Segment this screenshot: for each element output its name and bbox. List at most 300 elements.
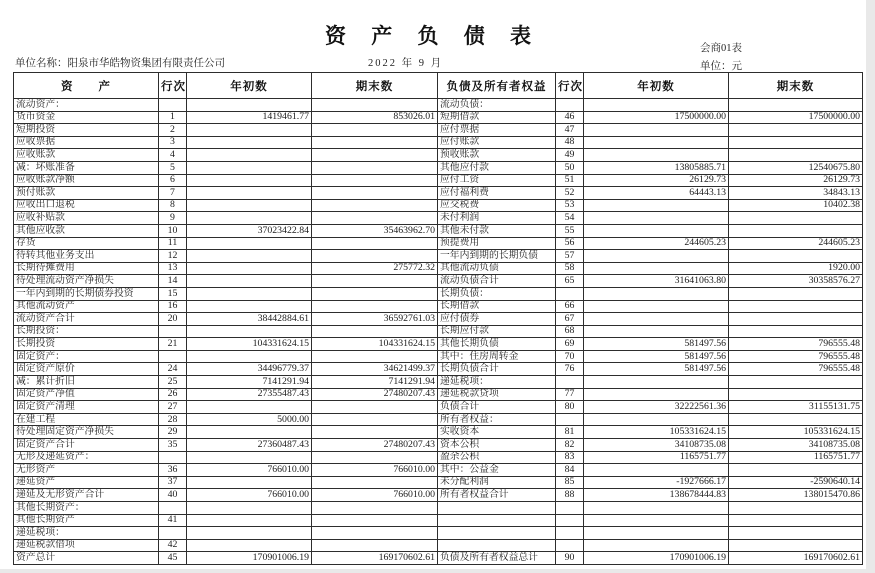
asset-end-cell: [312, 237, 438, 250]
table-row: [14, 363, 863, 376]
asset-end-cell: [312, 426, 438, 439]
asset-begin-cell: [187, 149, 312, 162]
asset-line-cell: 26: [159, 388, 187, 401]
liability-name-cell: 负债合计: [438, 401, 556, 414]
liability-name-cell: 递延税款贷项: [438, 388, 556, 401]
asset-begin-cell: [187, 287, 312, 300]
asset-name-cell: 存货: [14, 237, 159, 250]
liability-end-cell: 31155131.75: [729, 401, 863, 414]
liability-end-cell: [729, 376, 863, 389]
liability-line-cell: 69: [556, 338, 584, 351]
liability-begin-cell: -1927666.17: [584, 476, 729, 489]
asset-begin-cell: 104331624.15: [187, 338, 312, 351]
asset-begin-cell: [187, 262, 312, 275]
liability-end-cell: [729, 124, 863, 137]
liability-name-cell: 未分配利润: [438, 476, 556, 489]
liability-line-cell: [556, 514, 584, 527]
table-row: [14, 325, 863, 338]
liability-name-cell: 长期借款: [438, 300, 556, 313]
asset-line-cell: 16: [159, 300, 187, 313]
table-row: [14, 237, 863, 250]
asset-end-cell: 766010.00: [312, 464, 438, 477]
liability-begin-cell: [584, 325, 729, 338]
asset-name-cell: 应收账款: [14, 149, 159, 162]
liability-line-cell: 65: [556, 275, 584, 288]
table-row: [14, 187, 863, 200]
asset-name-cell: 应收账款净额: [14, 174, 159, 187]
liability-line-cell: 83: [556, 451, 584, 464]
liability-end-cell: [729, 149, 863, 162]
asset-name-cell: 其他流动资产: [14, 300, 159, 313]
liability-name-cell: 长期负债合计: [438, 363, 556, 376]
asset-line-cell: 25: [159, 376, 187, 389]
liability-begin-cell: 17500000.00: [584, 111, 729, 124]
liability-begin-cell: [584, 300, 729, 313]
liability-name-cell: 应付工资: [438, 174, 556, 187]
asset-line-cell: 15: [159, 287, 187, 300]
liability-begin-cell: 581497.56: [584, 350, 729, 363]
liability-name-cell: [438, 502, 556, 515]
liability-line-cell: [556, 502, 584, 515]
table-row: [14, 376, 863, 389]
liability-name-cell: 预收账款: [438, 149, 556, 162]
liability-begin-cell: [584, 527, 729, 540]
header-begin-assets: 年初数: [187, 73, 312, 99]
liability-line-cell: 77: [556, 388, 584, 401]
table-row: [14, 275, 863, 288]
liability-line-cell: 66: [556, 300, 584, 313]
asset-name-cell: 应收出口退税: [14, 199, 159, 212]
liability-end-cell: [729, 313, 863, 326]
asset-end-cell: 36592761.03: [312, 313, 438, 326]
liability-name-cell: 长期负债：: [438, 287, 556, 300]
asset-begin-cell: [187, 300, 312, 313]
liability-name-cell: 递延税项：: [438, 376, 556, 389]
table-row: [14, 124, 863, 137]
liability-begin-cell: [584, 502, 729, 515]
liability-line-cell: 90: [556, 552, 584, 565]
asset-line-cell: 9: [159, 212, 187, 225]
liability-line-cell: 46: [556, 111, 584, 124]
asset-name-cell: 待处理流动资产净损失: [14, 275, 159, 288]
liability-name-cell: [438, 539, 556, 552]
liability-end-cell: [729, 224, 863, 237]
liability-begin-cell: [584, 413, 729, 426]
liability-end-cell: 796555.48: [729, 363, 863, 376]
liability-end-cell: 796555.48: [729, 338, 863, 351]
liability-line-cell: 52: [556, 187, 584, 200]
asset-line-cell: 28: [159, 413, 187, 426]
asset-line-cell: 13: [159, 262, 187, 275]
asset-line-cell: 1: [159, 111, 187, 124]
table-row: [14, 149, 863, 162]
liability-begin-cell: 105331624.15: [584, 426, 729, 439]
asset-end-cell: 34621499.37: [312, 363, 438, 376]
liability-line-cell: 85: [556, 476, 584, 489]
asset-begin-cell: 1419461.77: [187, 111, 312, 124]
asset-name-cell: 其他长期资产：: [14, 502, 159, 515]
liability-name-cell: 应付福利费: [438, 187, 556, 200]
liability-begin-cell: [584, 149, 729, 162]
liability-begin-cell: 1165751.77: [584, 451, 729, 464]
asset-begin-cell: [187, 401, 312, 414]
liability-end-cell: 796555.48: [729, 350, 863, 363]
liability-begin-cell: [584, 514, 729, 527]
liability-line-cell: 80: [556, 401, 584, 414]
asset-begin-cell: [187, 476, 312, 489]
asset-end-cell: [312, 476, 438, 489]
asset-begin-cell: 37023422.84: [187, 224, 312, 237]
liability-name-cell: 其中：住房周转金: [438, 350, 556, 363]
liability-end-cell: [729, 325, 863, 338]
header-line-no-assets: 行次: [159, 73, 187, 99]
asset-end-cell: 853026.01: [312, 111, 438, 124]
liability-line-cell: [556, 376, 584, 389]
liability-name-cell: 所有者权益：: [438, 413, 556, 426]
table-row: [14, 413, 863, 426]
liability-end-cell: [729, 388, 863, 401]
table-row: [14, 224, 863, 237]
liability-line-cell: [556, 413, 584, 426]
liability-begin-cell: [584, 136, 729, 149]
asset-end-cell: [312, 174, 438, 187]
liability-begin-cell: 244605.23: [584, 237, 729, 250]
liability-end-cell: [729, 539, 863, 552]
liability-end-cell: 34843.13: [729, 187, 863, 200]
liability-name-cell: 所有者权益合计: [438, 489, 556, 502]
asset-end-cell: 27480207.43: [312, 439, 438, 452]
asset-end-cell: [312, 149, 438, 162]
header-assets: 资 产: [14, 73, 159, 99]
liability-end-cell: 10402.38: [729, 199, 863, 212]
table-row: [14, 287, 863, 300]
liability-line-cell: 70: [556, 350, 584, 363]
asset-begin-cell: [187, 275, 312, 288]
asset-begin-cell: 5000.00: [187, 413, 312, 426]
liability-name-cell: 未付利润: [438, 212, 556, 225]
asset-line-cell: 42: [159, 539, 187, 552]
liability-end-cell: [729, 514, 863, 527]
liability-end-cell: 30358576.27: [729, 275, 863, 288]
liability-name-cell: 应付债券: [438, 313, 556, 326]
liability-begin-cell: [584, 99, 729, 112]
asset-begin-cell: 170901006.19: [187, 552, 312, 565]
asset-begin-cell: 766010.00: [187, 464, 312, 477]
asset-end-cell: 35463962.70: [312, 224, 438, 237]
table-row: [14, 514, 863, 527]
company-name: 单位名称：阳泉市华皓物资集团有限责任公司: [15, 58, 225, 69]
table-row: [14, 476, 863, 489]
form-number: 会商01表: [700, 43, 742, 54]
asset-name-cell: 固定资产：: [14, 350, 159, 363]
meta-row: [0, 55, 866, 72]
asset-end-cell: [312, 161, 438, 174]
asset-line-cell: 40: [159, 489, 187, 502]
asset-line-cell: 36: [159, 464, 187, 477]
asset-begin-cell: [187, 514, 312, 527]
header-liabilities-equity: 负债及所有者权益: [438, 73, 556, 99]
liability-line-cell: 67: [556, 313, 584, 326]
asset-name-cell: 短期投资: [14, 124, 159, 137]
balance-table-body: [14, 99, 863, 565]
liability-line-cell: 55: [556, 224, 584, 237]
asset-line-cell: 7: [159, 187, 187, 200]
asset-begin-cell: [187, 212, 312, 225]
asset-line-cell: 6: [159, 174, 187, 187]
liability-line-cell: 88: [556, 489, 584, 502]
asset-name-cell: 固定资产清理: [14, 401, 159, 414]
asset-begin-cell: [187, 451, 312, 464]
asset-begin-cell: [187, 161, 312, 174]
asset-begin-cell: [187, 136, 312, 149]
liability-end-cell: 17500000.00: [729, 111, 863, 124]
asset-line-cell: 24: [159, 363, 187, 376]
liability-name-cell: 应交税费: [438, 199, 556, 212]
header-line-no-liabilities: 行次: [556, 73, 584, 99]
asset-name-cell: 应收票据: [14, 136, 159, 149]
asset-end-cell: [312, 502, 438, 515]
asset-end-cell: [312, 212, 438, 225]
asset-line-cell: 45: [159, 552, 187, 565]
currency-unit: 单位：元: [700, 61, 742, 72]
liability-line-cell: 84: [556, 464, 584, 477]
asset-begin-cell: [187, 99, 312, 112]
table-row: [14, 111, 863, 124]
asset-name-cell: 递延税项：: [14, 527, 159, 540]
asset-end-cell: [312, 539, 438, 552]
asset-end-cell: [312, 199, 438, 212]
liability-begin-cell: 13805885.71: [584, 161, 729, 174]
table-row: [14, 539, 863, 552]
liability-begin-cell: 138678444.83: [584, 489, 729, 502]
asset-end-cell: [312, 99, 438, 112]
asset-name-cell: 递延税款借项: [14, 539, 159, 552]
liability-name-cell: 应付账款: [438, 136, 556, 149]
liability-begin-cell: 31641063.80: [584, 275, 729, 288]
asset-line-cell: [159, 99, 187, 112]
liability-name-cell: 其他应付款: [438, 161, 556, 174]
asset-name-cell: 减：坏账准备: [14, 161, 159, 174]
liability-name-cell: 盈余公积: [438, 451, 556, 464]
asset-end-cell: [312, 136, 438, 149]
liability-begin-cell: 581497.56: [584, 338, 729, 351]
asset-end-cell: [312, 413, 438, 426]
asset-name-cell: 减：累计折旧: [14, 376, 159, 389]
asset-line-cell: 14: [159, 275, 187, 288]
report-date: 2022 年 9 月: [368, 58, 444, 69]
liability-name-cell: [438, 527, 556, 540]
liability-end-cell: [729, 502, 863, 515]
asset-name-cell: 无形资产: [14, 464, 159, 477]
asset-begin-cell: [187, 250, 312, 263]
liability-name-cell: 实收资本: [438, 426, 556, 439]
asset-name-cell: 一年内到期的长期债券投资: [14, 287, 159, 300]
asset-line-cell: 12: [159, 250, 187, 263]
liability-line-cell: 57: [556, 250, 584, 263]
liability-name-cell: 短期借款: [438, 111, 556, 124]
liability-name-cell: 一年内到期的长期负债: [438, 250, 556, 263]
asset-end-cell: 104331624.15: [312, 338, 438, 351]
asset-begin-cell: 7141291.94: [187, 376, 312, 389]
asset-end-cell: [312, 287, 438, 300]
asset-line-cell: 27: [159, 401, 187, 414]
liability-name-cell: 资本公积: [438, 439, 556, 452]
asset-begin-cell: [187, 539, 312, 552]
asset-name-cell: 流动资产合计: [14, 313, 159, 326]
asset-end-cell: 7141291.94: [312, 376, 438, 389]
liability-begin-cell: [584, 313, 729, 326]
asset-line-cell: 4: [159, 149, 187, 162]
asset-begin-cell: [187, 199, 312, 212]
asset-line-cell: 21: [159, 338, 187, 351]
liability-begin-cell: [584, 199, 729, 212]
table-row: [14, 489, 863, 502]
liability-end-cell: [729, 527, 863, 540]
liability-line-cell: [556, 539, 584, 552]
asset-end-cell: [312, 527, 438, 540]
asset-name-cell: 预付账款: [14, 187, 159, 200]
asset-begin-cell: 766010.00: [187, 489, 312, 502]
asset-end-cell: [312, 124, 438, 137]
liability-end-cell: 138015470.86: [729, 489, 863, 502]
asset-begin-cell: [187, 174, 312, 187]
liability-end-cell: [729, 464, 863, 477]
asset-end-cell: 169170602.61: [312, 552, 438, 565]
liability-end-cell: 34108735.08: [729, 439, 863, 452]
liability-line-cell: 51: [556, 174, 584, 187]
asset-begin-cell: [187, 350, 312, 363]
liability-end-cell: 12540675.80: [729, 161, 863, 174]
asset-line-cell: 37: [159, 476, 187, 489]
liability-begin-cell: [584, 376, 729, 389]
table-row: [14, 136, 863, 149]
liability-begin-cell: [584, 124, 729, 137]
liability-begin-cell: [584, 287, 729, 300]
liability-name-cell: 其他长期负债: [438, 338, 556, 351]
asset-begin-cell: [187, 187, 312, 200]
liability-end-cell: [729, 413, 863, 426]
liability-line-cell: 76: [556, 363, 584, 376]
asset-begin-cell: 38442884.61: [187, 313, 312, 326]
asset-begin-cell: 27355487.43: [187, 388, 312, 401]
liability-begin-cell: 170901006.19: [584, 552, 729, 565]
asset-line-cell: 3: [159, 136, 187, 149]
liability-end-cell: -2590640.14: [729, 476, 863, 489]
table-row: [14, 502, 863, 515]
asset-line-cell: 8: [159, 199, 187, 212]
asset-end-cell: 275772.32: [312, 262, 438, 275]
liability-name-cell: 其中：公益金: [438, 464, 556, 477]
asset-line-cell: 29: [159, 426, 187, 439]
asset-line-cell: 20: [159, 313, 187, 326]
liability-line-cell: 82: [556, 439, 584, 452]
liability-name-cell: 其他未付款: [438, 224, 556, 237]
liability-end-cell: [729, 136, 863, 149]
liability-end-cell: 1920.00: [729, 262, 863, 275]
table-row: [14, 527, 863, 540]
asset-begin-cell: [187, 527, 312, 540]
table-row: [14, 300, 863, 313]
asset-end-cell: [312, 325, 438, 338]
liability-name-cell: 长期应付款: [438, 325, 556, 338]
liability-begin-cell: [584, 262, 729, 275]
asset-end-cell: 766010.00: [312, 489, 438, 502]
table-row: [14, 451, 863, 464]
table-row: [14, 350, 863, 363]
balance-sheet-table: [13, 72, 863, 565]
header-end-assets: 期末数: [312, 73, 438, 99]
liability-end-cell: [729, 300, 863, 313]
asset-end-cell: [312, 350, 438, 363]
asset-name-cell: 长期投资：: [14, 325, 159, 338]
liability-begin-cell: [584, 250, 729, 263]
table-row: [14, 250, 863, 263]
asset-line-cell: 2: [159, 124, 187, 137]
asset-end-cell: [312, 275, 438, 288]
header-end-liabilities: 期末数: [729, 73, 863, 99]
liability-line-cell: [556, 527, 584, 540]
liability-end-cell: [729, 99, 863, 112]
liability-begin-cell: 34108735.08: [584, 439, 729, 452]
asset-end-cell: [312, 250, 438, 263]
liability-begin-cell: [584, 224, 729, 237]
asset-line-cell: [159, 451, 187, 464]
asset-name-cell: 固定资产净值: [14, 388, 159, 401]
asset-name-cell: 长期投资: [14, 338, 159, 351]
liability-name-cell: [438, 514, 556, 527]
table-row: [14, 426, 863, 439]
page-title: 资 产 负 债 表: [325, 24, 541, 48]
liability-line-cell: 56: [556, 237, 584, 250]
table-row: [14, 262, 863, 275]
asset-line-cell: 5: [159, 161, 187, 174]
asset-name-cell: 在建工程: [14, 413, 159, 426]
asset-end-cell: [312, 451, 438, 464]
asset-line-cell: 41: [159, 514, 187, 527]
asset-name-cell: 流动资产：: [14, 99, 159, 112]
asset-line-cell: [159, 527, 187, 540]
table-row: [14, 161, 863, 174]
liability-begin-cell: [584, 212, 729, 225]
liability-end-cell: [729, 287, 863, 300]
table-row: [14, 212, 863, 225]
asset-name-cell: 资产总计: [14, 552, 159, 565]
liability-end-cell: [729, 250, 863, 263]
liability-name-cell: 预提费用: [438, 237, 556, 250]
asset-line-cell: [159, 350, 187, 363]
asset-line-cell: 11: [159, 237, 187, 250]
asset-end-cell: [312, 300, 438, 313]
liability-begin-cell: [584, 464, 729, 477]
liability-line-cell: 54: [556, 212, 584, 225]
asset-name-cell: 货币资金: [14, 111, 159, 124]
table-header-row: [14, 73, 863, 99]
asset-name-cell: 长期待摊费用: [14, 262, 159, 275]
table-row: [14, 401, 863, 414]
asset-line-cell: 35: [159, 439, 187, 452]
liability-begin-cell: 581497.56: [584, 363, 729, 376]
asset-end-cell: 27480207.43: [312, 388, 438, 401]
asset-name-cell: 递延资产: [14, 476, 159, 489]
liability-begin-cell: 32222561.36: [584, 401, 729, 414]
asset-name-cell: 其他长期资产: [14, 514, 159, 527]
liability-line-cell: [556, 99, 584, 112]
liability-line-cell: 68: [556, 325, 584, 338]
asset-end-cell: [312, 401, 438, 414]
asset-name-cell: 无形及递延资产：: [14, 451, 159, 464]
liability-name-cell: 流动负债：: [438, 99, 556, 112]
liability-line-cell: 50: [556, 161, 584, 174]
